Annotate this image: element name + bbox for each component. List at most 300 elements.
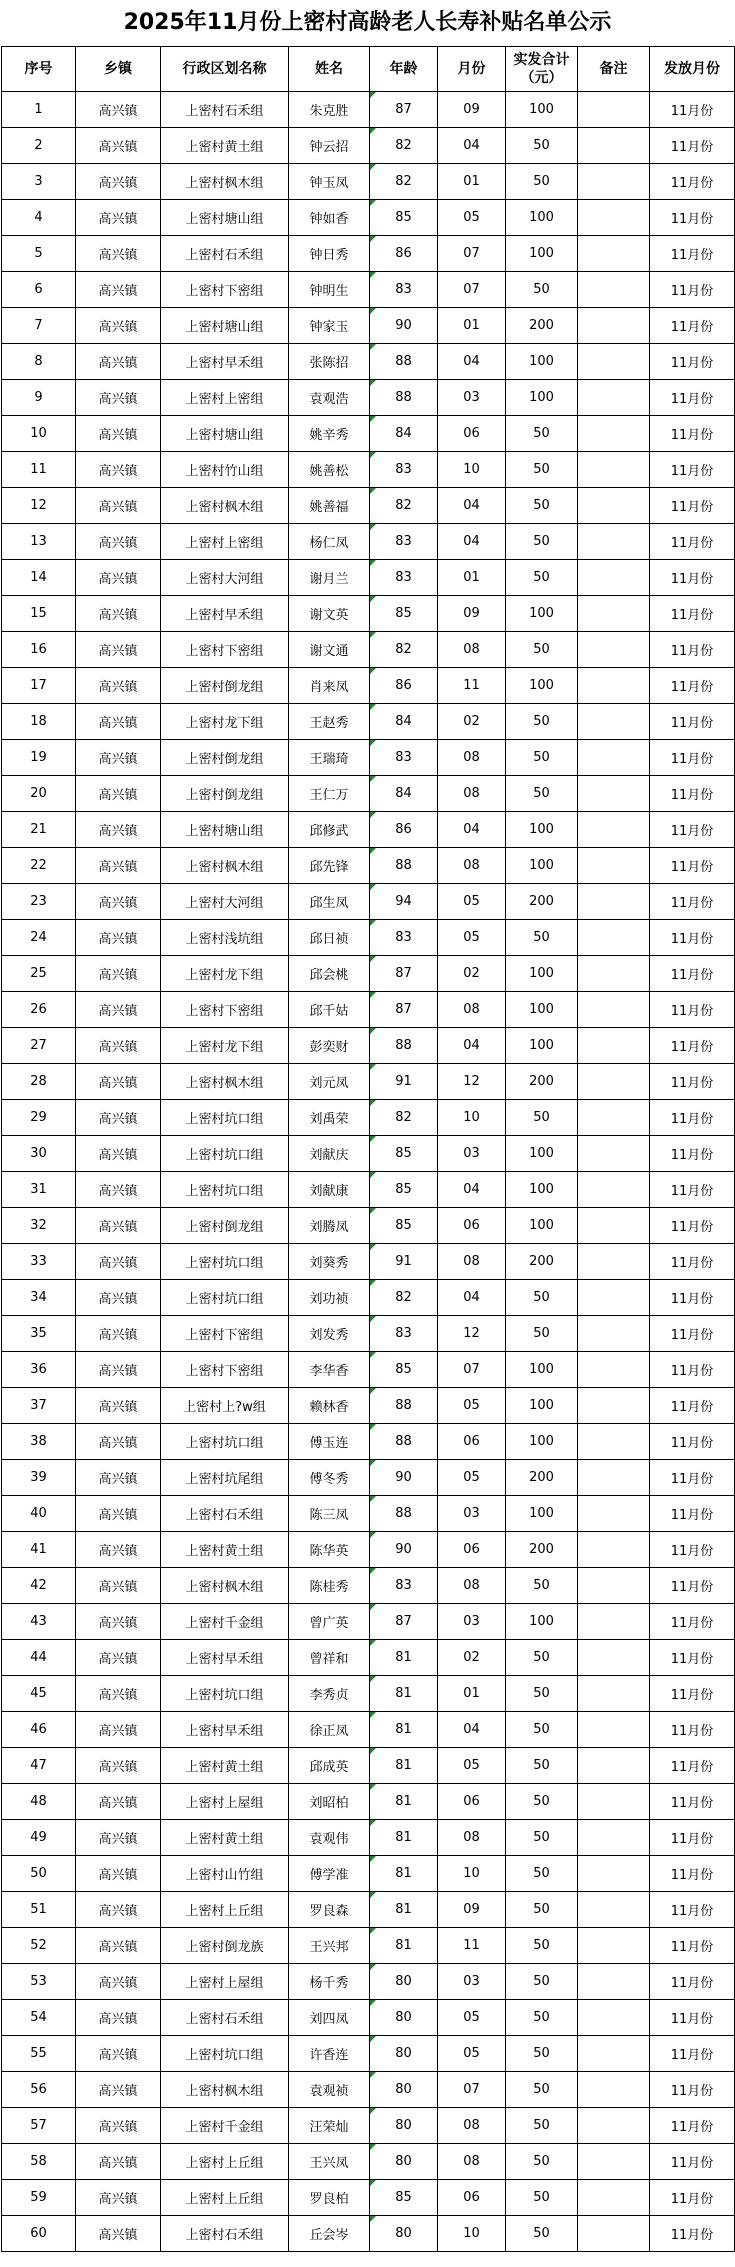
cell-town: 高兴镇 <box>76 200 161 236</box>
cell-month: 12 <box>438 1064 506 1100</box>
cell-age <box>370 1460 438 1496</box>
age-value: 86 <box>395 678 412 693</box>
cell-month: 03 <box>438 1964 506 2000</box>
cell-amount: 50 <box>506 1820 578 1856</box>
cell-month: 05 <box>438 884 506 920</box>
cell-town: 高兴镇 <box>76 1856 161 1892</box>
age-value: 88 <box>395 858 412 873</box>
cell-pay-month: 11月份 <box>650 380 735 416</box>
table-row <box>2 1676 735 1712</box>
cell-month: 10 <box>438 1856 506 1892</box>
cell-pay-month: 11月份 <box>650 1532 735 1568</box>
cell-area: 上密村下密组 <box>161 1316 289 1352</box>
cell-note <box>578 308 650 344</box>
cell-no: 5 <box>2 236 76 272</box>
cell-pay-month: 11月份 <box>650 1964 735 2000</box>
cell-pay-month: 11月份 <box>650 1568 735 1604</box>
cell-name: 罗良柏 <box>289 2180 370 2216</box>
cell-town: 高兴镇 <box>76 1208 161 1244</box>
cell-amount: 50 <box>506 560 578 596</box>
cell-pay-month: 11月份 <box>650 2036 735 2072</box>
cell-month: 04 <box>438 488 506 524</box>
age-value: 85 <box>395 1146 412 1161</box>
cell-amount: 50 <box>506 2072 578 2108</box>
age-value: 90 <box>395 318 412 333</box>
cell-no: 36 <box>2 1352 76 1388</box>
age-value: 81 <box>395 1866 412 1881</box>
cell-town: 高兴镇 <box>76 920 161 956</box>
cell-pay-month: 11月份 <box>650 596 735 632</box>
cell-month: 05 <box>438 2000 506 2036</box>
cell-no: 40 <box>2 1496 76 1532</box>
age-value: 83 <box>395 750 412 765</box>
cell-month: 05 <box>438 1460 506 1496</box>
cell-month: 04 <box>438 524 506 560</box>
cell-area: 上密村坑口组 <box>161 1244 289 1280</box>
age-value: 83 <box>395 282 412 297</box>
cell-name: 邱生凤 <box>289 884 370 920</box>
cell-town: 高兴镇 <box>76 632 161 668</box>
cell-no: 45 <box>2 1676 76 1712</box>
cell-flag-marker <box>370 920 376 926</box>
cell-pay-month: 11月份 <box>650 668 735 704</box>
cell-pay-month: 11月份 <box>650 704 735 740</box>
cell-note <box>578 704 650 740</box>
cell-area: 上密村倒龙组 <box>161 1208 289 1244</box>
cell-note <box>578 1460 650 1496</box>
cell-no: 52 <box>2 1928 76 1964</box>
cell-month: 01 <box>438 560 506 596</box>
cell-flag-marker <box>370 1280 376 1286</box>
cell-amount: 100 <box>506 992 578 1028</box>
cell-note <box>578 1964 650 2000</box>
age-value: 86 <box>395 822 412 837</box>
cell-area: 上密村枫木组 <box>161 2072 289 2108</box>
cell-town: 高兴镇 <box>76 2108 161 2144</box>
cell-pay-month: 11月份 <box>650 236 735 272</box>
cell-name: 刘献庆 <box>289 1136 370 1172</box>
cell-amount: 50 <box>506 2216 578 2252</box>
cell-month: 08 <box>438 632 506 668</box>
cell-note <box>578 596 650 632</box>
cell-amount: 50 <box>506 524 578 560</box>
cell-area: 上密村早禾组 <box>161 1640 289 1676</box>
table-row <box>2 596 735 632</box>
cell-amount: 50 <box>506 920 578 956</box>
cell-amount: 50 <box>506 1640 578 1676</box>
cell-amount: 50 <box>506 1928 578 1964</box>
cell-town: 高兴镇 <box>76 1928 161 1964</box>
age-value: 80 <box>395 1974 412 1989</box>
table-row <box>2 560 735 596</box>
cell-month: 01 <box>438 308 506 344</box>
cell-name: 刘腾凤 <box>289 1208 370 1244</box>
cell-pay-month: 11月份 <box>650 1172 735 1208</box>
cell-amount: 200 <box>506 1064 578 1100</box>
cell-flag-marker <box>370 1568 376 1574</box>
cell-month: 10 <box>438 2216 506 2252</box>
col-header-name: 姓名 <box>289 47 370 92</box>
table-row <box>2 1820 735 1856</box>
cell-month: 05 <box>438 1748 506 1784</box>
cell-month: 09 <box>438 1892 506 1928</box>
cell-note <box>578 560 650 596</box>
col-header-pay-month: 发放月份 <box>650 47 735 92</box>
cell-area: 上密村倒龙组 <box>161 776 289 812</box>
cell-month: 07 <box>438 1352 506 1388</box>
cell-pay-month: 11月份 <box>650 128 735 164</box>
cell-no: 9 <box>2 380 76 416</box>
cell-town: 高兴镇 <box>76 272 161 308</box>
cell-note <box>578 1244 650 1280</box>
cell-amount: 100 <box>506 1172 578 1208</box>
cell-town: 高兴镇 <box>76 1352 161 1388</box>
cell-town: 高兴镇 <box>76 1460 161 1496</box>
cell-name: 谢文英 <box>289 596 370 632</box>
cell-flag-marker <box>370 1784 376 1790</box>
cell-name: 姚辛秀 <box>289 416 370 452</box>
cell-no: 50 <box>2 1856 76 1892</box>
cell-note <box>578 920 650 956</box>
cell-age <box>370 1604 438 1640</box>
table-row <box>2 1748 735 1784</box>
cell-area: 上密村石禾组 <box>161 236 289 272</box>
cell-month: 08 <box>438 740 506 776</box>
cell-note <box>578 236 650 272</box>
age-value: 87 <box>395 966 412 981</box>
cell-amount: 50 <box>506 1784 578 1820</box>
cell-amount: 50 <box>506 632 578 668</box>
age-value: 83 <box>395 1578 412 1593</box>
age-value: 83 <box>395 462 412 477</box>
cell-note <box>578 2072 650 2108</box>
cell-amount: 100 <box>506 344 578 380</box>
age-value: 88 <box>395 354 412 369</box>
cell-pay-month: 11月份 <box>650 812 735 848</box>
cell-pay-month: 11月份 <box>650 1856 735 1892</box>
cell-amount: 50 <box>506 776 578 812</box>
table-row <box>2 1784 735 1820</box>
cell-name: 刘献康 <box>289 1172 370 1208</box>
cell-name: 姚善福 <box>289 488 370 524</box>
table-row <box>2 1712 735 1748</box>
cell-note <box>578 1208 650 1244</box>
cell-no: 30 <box>2 1136 76 1172</box>
cell-area: 上密村早禾组 <box>161 596 289 632</box>
cell-area: 上密村倒龙组 <box>161 740 289 776</box>
cell-name: 傅玉连 <box>289 1424 370 1460</box>
cell-name: 傅学准 <box>289 1856 370 1892</box>
cell-flag-marker <box>370 1100 376 1106</box>
cell-age <box>370 1640 438 1676</box>
cell-town: 高兴镇 <box>76 1784 161 1820</box>
cell-age <box>370 236 438 272</box>
cell-town: 高兴镇 <box>76 1892 161 1928</box>
cell-age <box>370 272 438 308</box>
cell-area: 上密村枫木组 <box>161 164 289 200</box>
cell-flag-marker <box>370 1856 376 1862</box>
table-row <box>2 1604 735 1640</box>
cell-amount: 200 <box>506 884 578 920</box>
cell-note <box>578 1892 650 1928</box>
age-value: 90 <box>395 1470 412 1485</box>
cell-age <box>370 1352 438 1388</box>
cell-age <box>370 92 438 128</box>
cell-flag-marker <box>370 344 376 350</box>
age-value: 85 <box>395 606 412 621</box>
cell-amount: 100 <box>506 1604 578 1640</box>
cell-amount: 50 <box>506 740 578 776</box>
cell-town: 高兴镇 <box>76 1172 161 1208</box>
cell-age <box>370 344 438 380</box>
cell-no: 32 <box>2 1208 76 1244</box>
cell-amount: 50 <box>506 2000 578 2036</box>
cell-area: 上密村上?w组 <box>161 1388 289 1424</box>
cell-flag-marker <box>370 236 376 242</box>
cell-amount: 50 <box>506 488 578 524</box>
col-header-note: 备注 <box>578 47 650 92</box>
cell-area: 上密村下密组 <box>161 992 289 1028</box>
cell-month: 08 <box>438 992 506 1028</box>
cell-town: 高兴镇 <box>76 2216 161 2252</box>
cell-town: 高兴镇 <box>76 1244 161 1280</box>
table-row <box>2 1460 735 1496</box>
age-value: 83 <box>395 1326 412 1341</box>
cell-month: 05 <box>438 1388 506 1424</box>
col-header-area: 行政区划名称 <box>161 47 289 92</box>
cell-name: 陈华英 <box>289 1532 370 1568</box>
cell-month: 06 <box>438 2180 506 2216</box>
cell-town: 高兴镇 <box>76 1496 161 1532</box>
cell-flag-marker <box>370 1136 376 1142</box>
cell-age <box>370 452 438 488</box>
cell-amount: 200 <box>506 308 578 344</box>
cell-pay-month: 11月份 <box>650 2144 735 2180</box>
cell-pay-month: 11月份 <box>650 1064 735 1100</box>
cell-age <box>370 1856 438 1892</box>
cell-note <box>578 1784 650 1820</box>
cell-name: 袁观浩 <box>289 380 370 416</box>
cell-area: 上密村黄土组 <box>161 128 289 164</box>
cell-amount: 200 <box>506 1460 578 1496</box>
cell-month: 03 <box>438 1604 506 1640</box>
cell-pay-month: 11月份 <box>650 884 735 920</box>
cell-flag-marker <box>370 848 376 854</box>
table-row <box>2 272 735 308</box>
cell-no: 27 <box>2 1028 76 1064</box>
cell-name: 刘发秀 <box>289 1316 370 1352</box>
cell-note <box>578 452 650 488</box>
subsidy-table <box>1 46 735 2252</box>
cell-name: 王赵秀 <box>289 704 370 740</box>
cell-month: 02 <box>438 956 506 992</box>
cell-month: 10 <box>438 1100 506 1136</box>
cell-town: 高兴镇 <box>76 1640 161 1676</box>
cell-name: 钟日秀 <box>289 236 370 272</box>
cell-name: 邱先锋 <box>289 848 370 884</box>
cell-amount: 50 <box>506 1568 578 1604</box>
age-value: 82 <box>395 1290 412 1305</box>
cell-flag-marker <box>370 1388 376 1394</box>
cell-age <box>370 1172 438 1208</box>
table-row <box>2 2072 735 2108</box>
cell-area: 上密村坑口组 <box>161 1280 289 1316</box>
cell-amount: 50 <box>506 416 578 452</box>
cell-no: 22 <box>2 848 76 884</box>
cell-amount: 200 <box>506 1244 578 1280</box>
cell-no: 39 <box>2 1460 76 1496</box>
cell-town: 高兴镇 <box>76 668 161 704</box>
cell-town: 高兴镇 <box>76 92 161 128</box>
cell-name: 钟家玉 <box>289 308 370 344</box>
cell-pay-month: 11月份 <box>650 308 735 344</box>
cell-flag-marker <box>370 1892 376 1898</box>
cell-month: 08 <box>438 2108 506 2144</box>
age-value: 82 <box>395 1110 412 1125</box>
cell-town: 高兴镇 <box>76 1280 161 1316</box>
cell-month: 10 <box>438 452 506 488</box>
cell-flag-marker <box>370 452 376 458</box>
cell-name: 曾祥和 <box>289 1640 370 1676</box>
cell-no: 53 <box>2 1964 76 2000</box>
cell-no: 34 <box>2 1280 76 1316</box>
cell-month: 07 <box>438 272 506 308</box>
cell-note <box>578 524 650 560</box>
age-value: 88 <box>395 1398 412 1413</box>
cell-amount: 100 <box>506 200 578 236</box>
cell-pay-month: 11月份 <box>650 2108 735 2144</box>
cell-age <box>370 2144 438 2180</box>
table-row <box>2 2036 735 2072</box>
cell-area: 上密村黄土组 <box>161 1748 289 1784</box>
cell-pay-month: 11月份 <box>650 164 735 200</box>
cell-pay-month: 11月份 <box>650 992 735 1028</box>
age-value: 85 <box>395 210 412 225</box>
cell-pay-month: 11月份 <box>650 2216 735 2252</box>
cell-age <box>370 2000 438 2036</box>
cell-pay-month: 11月份 <box>650 1244 735 1280</box>
cell-flag-marker <box>370 1820 376 1826</box>
cell-flag-marker <box>370 164 376 170</box>
cell-note <box>578 1928 650 1964</box>
cell-age <box>370 524 438 560</box>
cell-flag-marker <box>370 1748 376 1754</box>
cell-age <box>370 1244 438 1280</box>
cell-area: 上密村塘山组 <box>161 200 289 236</box>
cell-name: 刘四凤 <box>289 2000 370 2036</box>
cell-month: 07 <box>438 2072 506 2108</box>
cell-name: 彭奕财 <box>289 1028 370 1064</box>
cell-note <box>578 1424 650 1460</box>
cell-town: 高兴镇 <box>76 1532 161 1568</box>
cell-town: 高兴镇 <box>76 416 161 452</box>
age-value: 88 <box>395 1506 412 1521</box>
cell-amount: 100 <box>506 92 578 128</box>
cell-no: 51 <box>2 1892 76 1928</box>
table-row <box>2 1028 735 1064</box>
cell-amount: 100 <box>506 1352 578 1388</box>
table-row <box>2 200 735 236</box>
cell-no: 6 <box>2 272 76 308</box>
cell-month: 06 <box>438 1784 506 1820</box>
cell-name: 陈三凤 <box>289 1496 370 1532</box>
cell-area: 上密村倒龙组 <box>161 668 289 704</box>
cell-amount: 50 <box>506 2180 578 2216</box>
cell-pay-month: 11月份 <box>650 488 735 524</box>
cell-month: 09 <box>438 596 506 632</box>
cell-month: 03 <box>438 380 506 416</box>
age-value: 83 <box>395 570 412 585</box>
cell-flag-marker <box>370 1028 376 1034</box>
table-row <box>2 1568 735 1604</box>
cell-no: 12 <box>2 488 76 524</box>
cell-age <box>370 848 438 884</box>
cell-area: 上密村上屋组 <box>161 1964 289 2000</box>
cell-pay-month: 11月份 <box>650 452 735 488</box>
cell-age <box>370 956 438 992</box>
cell-name: 王兴邦 <box>289 1928 370 1964</box>
cell-age <box>370 380 438 416</box>
cell-flag-marker <box>370 560 376 566</box>
cell-note <box>578 1604 650 1640</box>
table-row <box>2 2144 735 2180</box>
cell-pay-month: 11月份 <box>650 1136 735 1172</box>
cell-town: 高兴镇 <box>76 596 161 632</box>
table-row <box>2 2108 735 2144</box>
table-row <box>2 740 735 776</box>
cell-town: 高兴镇 <box>76 2072 161 2108</box>
cell-area: 上密村坑口组 <box>161 1136 289 1172</box>
cell-name: 袁观伟 <box>289 1820 370 1856</box>
cell-area: 上密村早禾组 <box>161 1712 289 1748</box>
cell-town: 高兴镇 <box>76 308 161 344</box>
cell-town: 高兴镇 <box>76 992 161 1028</box>
cell-no: 31 <box>2 1172 76 1208</box>
cell-age <box>370 1136 438 1172</box>
cell-town: 高兴镇 <box>76 956 161 992</box>
cell-age <box>370 2216 438 2252</box>
cell-month: 12 <box>438 1316 506 1352</box>
cell-town: 高兴镇 <box>76 2144 161 2180</box>
cell-no: 17 <box>2 668 76 704</box>
cell-no: 1 <box>2 92 76 128</box>
cell-age <box>370 1784 438 1820</box>
age-value: 83 <box>395 534 412 549</box>
cell-month: 11 <box>438 668 506 704</box>
table-row <box>2 452 735 488</box>
cell-note <box>578 1172 650 1208</box>
cell-note <box>578 2216 650 2252</box>
cell-note <box>578 200 650 236</box>
cell-flag-marker <box>370 884 376 890</box>
table-row <box>2 704 735 740</box>
cell-name: 肖来凤 <box>289 668 370 704</box>
cell-age <box>370 1496 438 1532</box>
cell-name: 邱千姑 <box>289 992 370 1028</box>
cell-area: 上密村枫木组 <box>161 1064 289 1100</box>
cell-town: 高兴镇 <box>76 164 161 200</box>
cell-month: 06 <box>438 1424 506 1460</box>
cell-pay-month: 11月份 <box>650 1280 735 1316</box>
cell-age <box>370 776 438 812</box>
cell-pay-month: 11月份 <box>650 272 735 308</box>
age-value: 81 <box>395 1902 412 1917</box>
cell-area: 上密村上屋组 <box>161 1784 289 1820</box>
cell-area: 上密村石禾组 <box>161 2000 289 2036</box>
cell-amount: 100 <box>506 668 578 704</box>
cell-pay-month: 11月份 <box>650 2000 735 2036</box>
cell-name: 张陈招 <box>289 344 370 380</box>
